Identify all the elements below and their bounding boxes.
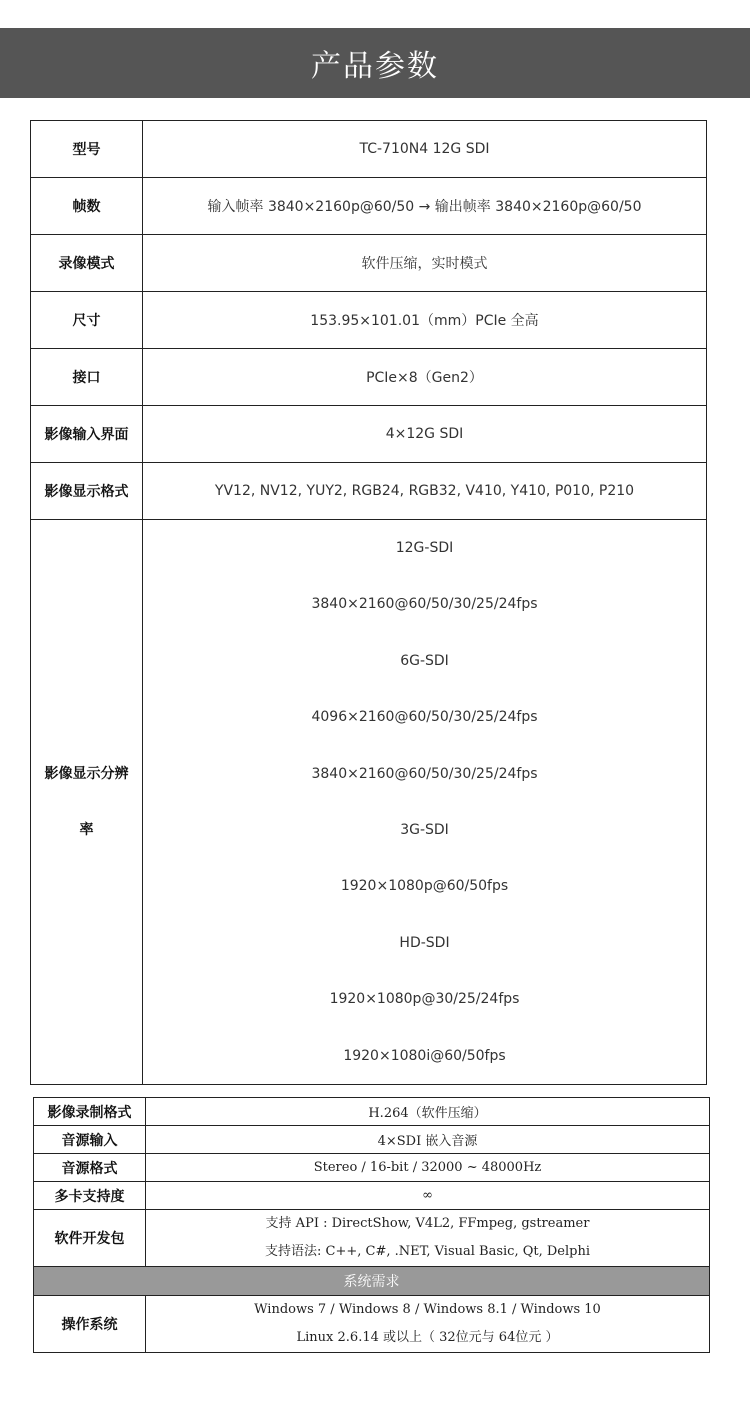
row-value: 153.95×101.01（mm）PCIe 全高 [143, 292, 707, 349]
system-requirements-header: 系统需求 [34, 1267, 710, 1296]
sdk-label: 软件开发包 [34, 1210, 146, 1267]
resolution-item: 1920×1080p@30/25/24fps [329, 991, 520, 1008]
spec-table-secondary [33, 1097, 710, 1353]
table-row [31, 349, 707, 406]
table-row [34, 1098, 710, 1126]
row-label: 尺寸 [31, 292, 143, 349]
row-value: ∞ [146, 1182, 710, 1210]
resolution-row [31, 520, 707, 1085]
row-label: 影像录制格式 [34, 1098, 146, 1126]
row-label: 音源输入 [34, 1126, 146, 1154]
table-row [31, 235, 707, 292]
resolution-item: 1920×1080i@60/50fps [343, 1047, 506, 1064]
resolution-item: 6G-SDI [400, 652, 449, 669]
row-label: 型号 [31, 121, 143, 178]
os-windows-line: Windows 7 / Windows 8 / Windows 8.1 / Windows 10 [254, 1302, 601, 1317]
resolution-label [31, 520, 143, 1085]
table-row [31, 292, 707, 349]
sdk-value [146, 1210, 710, 1267]
page-title: 产品参数 [0, 28, 750, 98]
resolution-item: 1920×1080p@60/50fps [340, 878, 509, 895]
os-row [34, 1296, 710, 1353]
row-label: 多卡支持度 [34, 1182, 146, 1210]
row-value: 输入帧率 3840×2160p@60/50 → 输出帧率 3840×2160p@60/50 [143, 178, 707, 235]
table-row [31, 121, 707, 178]
row-label: 音源格式 [34, 1154, 146, 1182]
os-label: 操作系统 [34, 1296, 146, 1353]
row-value: Stereo / 16-bit / 32000 ~ 48000Hz [146, 1154, 710, 1182]
table-row [34, 1182, 710, 1210]
row-value: 4×SDI 嵌入音源 [146, 1126, 710, 1154]
sdk-row [34, 1210, 710, 1267]
row-value: 4×12G SDI [143, 406, 707, 463]
table-row [31, 406, 707, 463]
row-value: TC-710N4 12G SDI [143, 121, 707, 178]
row-value: 软件压缩，实时模式 [143, 235, 707, 292]
resolution-item: 3840×2160@60/50/30/25/24fps [311, 596, 538, 613]
resolution-item: 3840×2160@60/50/30/25/24fps [311, 765, 538, 782]
section-header-row [34, 1267, 710, 1296]
sdk-language-line: 支持语法: C++, C#, .NET, Visual Basic, Qt, Delphi [265, 1244, 590, 1259]
table-row [31, 463, 707, 520]
sdk-api-line: 支持 API : DirectShow, V4L2, FFmpeg, gstreamer [265, 1216, 590, 1231]
resolution-label-line2: 率 [79, 821, 94, 838]
table-row [31, 178, 707, 235]
row-value: PCIe×8（Gen2） [143, 349, 707, 406]
resolution-item: HD-SDI [399, 934, 450, 951]
row-label: 接口 [31, 349, 143, 406]
row-value: YV12, NV12, YUY2, RGB24, RGB32, V410, Y410, P010, P210 [143, 463, 707, 520]
row-value: H.264（软件压缩） [146, 1098, 710, 1126]
row-label: 帧数 [31, 178, 143, 235]
row-label: 影像显示格式 [31, 463, 143, 520]
row-label: 影像输入界面 [31, 406, 143, 463]
table-row [34, 1154, 710, 1182]
os-linux-line: Linux 2.6.14 或以上（ 32位元与 64位元 ） [296, 1330, 559, 1345]
resolution-item: 4096×2160@60/50/30/25/24fps [311, 709, 538, 726]
spec-table [30, 120, 707, 1085]
resolution-label-line1: 影像显示分辨 [44, 765, 129, 782]
table-row [34, 1126, 710, 1154]
resolution-item: 12G-SDI [395, 540, 454, 556]
os-value [146, 1296, 710, 1353]
row-label: 录像模式 [31, 235, 143, 292]
resolution-item: 3G-SDI [400, 821, 449, 838]
resolution-list [143, 520, 707, 1085]
